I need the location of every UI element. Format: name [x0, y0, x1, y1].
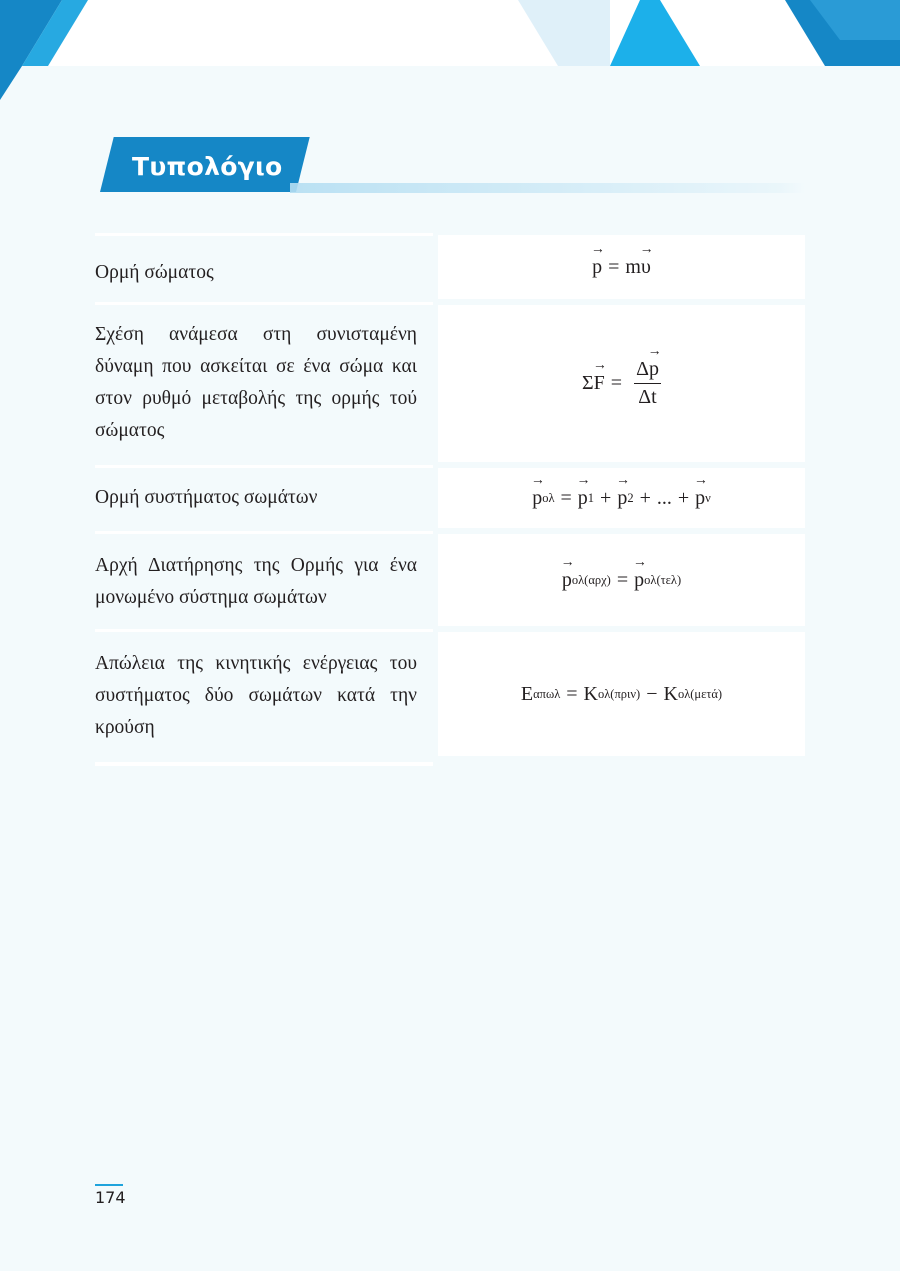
section-title: Τυπολόγιο [132, 152, 283, 181]
momentum-formula: p → = m υ → [592, 256, 651, 279]
row-description: Ορμή συστήματος σωμάτων [95, 487, 318, 508]
newton-second-law-formula: Σ F → = $\frac{\Delta p \to}{\Delta t}$ [582, 358, 661, 409]
momentum-conservation-formula: p → ολ(αρχ) = p → ολ(τελ) [562, 569, 681, 592]
table-row [95, 534, 805, 626]
row-formula [438, 305, 805, 462]
row-description: Αρχή Διατήρησης της Ορμής για ένα μονωμένο σύστημα σωμάτων [95, 555, 417, 608]
system-momentum-formula: p → ολ = p → 1 + p → 2 + ... + p → ν [532, 487, 711, 510]
row-formula [438, 468, 805, 528]
row-description: Σχέση ανάμεσα στη συνισταμένη δύναμη που ασκείται σε ένα σώμα και στον ρυθμό μεταβολής της ορμής τού σώματος [95, 324, 417, 441]
row-description: Απώλεια της κινητικής ενέργειας του συστήματος δύο σωμάτων κατά την κρούση [95, 653, 417, 738]
table-row [95, 632, 805, 756]
row-formula [438, 235, 805, 299]
formula-table [95, 235, 805, 762]
title-underline [290, 183, 805, 193]
table-bottom-rule [95, 762, 433, 766]
page-number-rule [95, 1184, 123, 1186]
header-banner [0, 0, 900, 110]
page-number: 174 [95, 1188, 126, 1207]
kinetic-energy-loss-formula: E απωλ = K ολ(πριν) − K ολ(μετά) [520, 682, 723, 705]
row-formula [438, 632, 805, 756]
table-row [95, 305, 805, 462]
row-description: Ορμή σώματος [95, 262, 214, 283]
fraction: $\frac{\Delta p \to}{\Delta t}$ [634, 358, 661, 409]
row-formula [438, 534, 805, 626]
table-row [95, 468, 805, 528]
table-row [95, 235, 805, 299]
